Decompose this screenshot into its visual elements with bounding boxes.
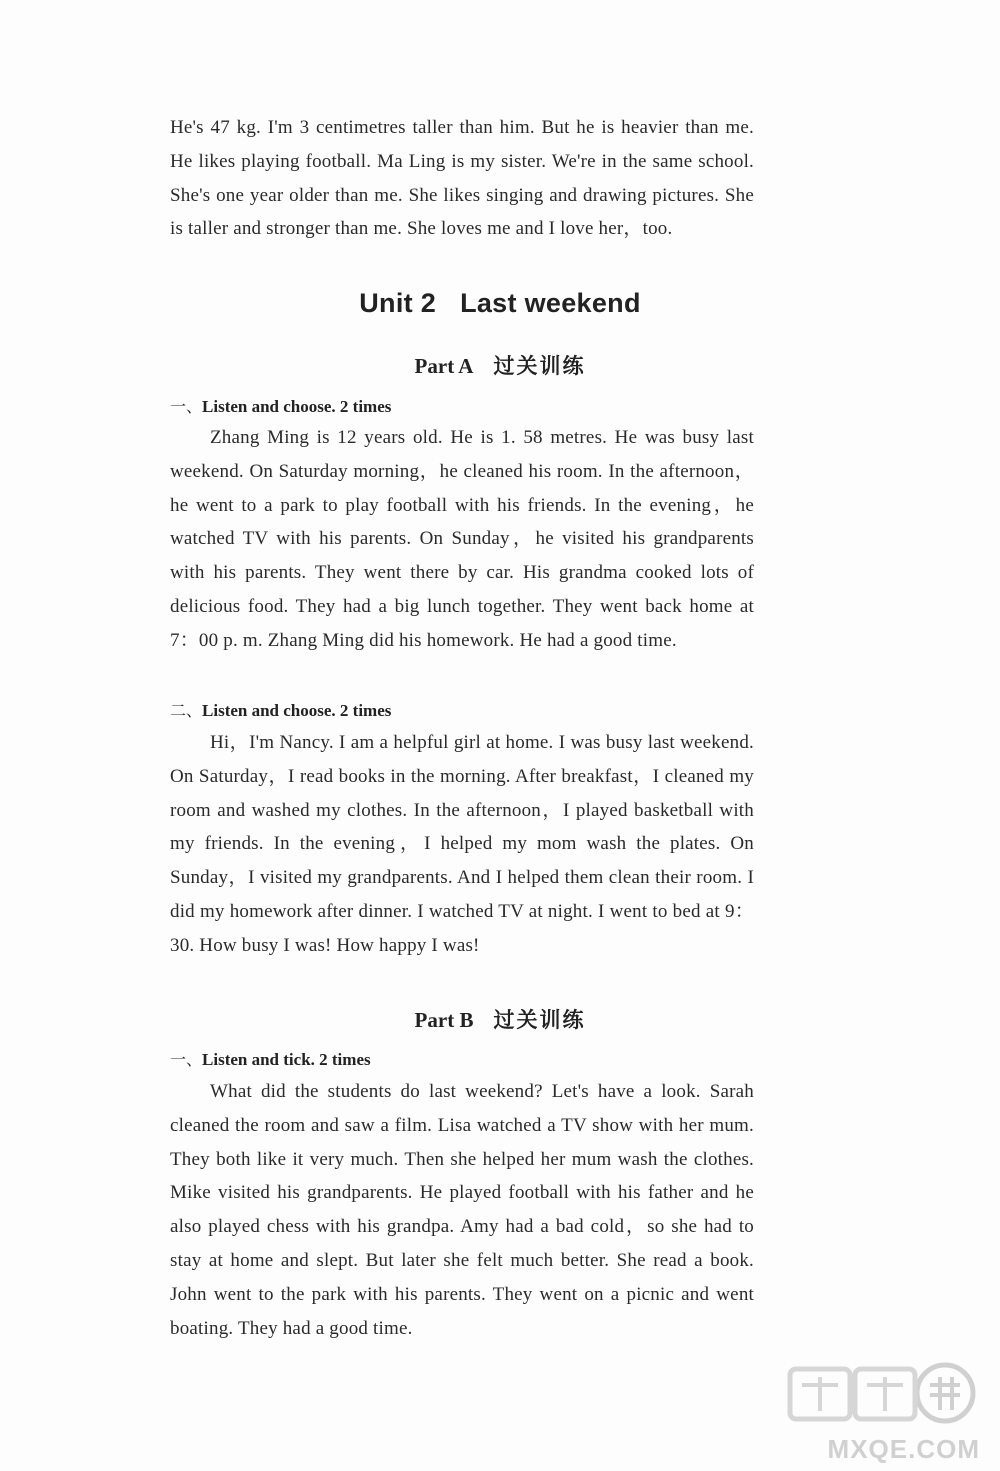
answer-site-logo-icon: [730, 1355, 980, 1435]
watermark-text: MXQE.COM: [827, 1434, 980, 1464]
part-a-section-2-heading: [170, 698, 391, 721]
section-number: 一、: [170, 397, 203, 416]
unit-number: Unit 2: [359, 288, 437, 318]
section-number: 二、: [170, 701, 203, 720]
part-b-section-1-text: What did the students do last weekend? Let's have a look. Sarah cleaned the room and saw a film. Lisa watched a TV show with her mum. They both like it very much. Then she helped her mum wash the clothes. Mike visited his grandparents. He played football with his father and he also played chess with his grandpa. Amy had a bad cold，so she had to stay at home and slept. But later she felt much better. She read a book. John went to the park with his parents. They went on a picnic and went boating. They had a good time.: [170, 1081, 754, 1339]
unit-name: Last weekend: [460, 288, 641, 318]
part-a-section-1-heading: [170, 394, 391, 417]
section-title: Listen and choose. 2 times: [202, 397, 392, 416]
part-b-label-cn: 过关训练: [493, 1008, 586, 1032]
part-a-title: [0, 350, 1000, 380]
part-a-section-1-text: Zhang Ming is 12 years old. He is 1. 58 metres. He was busy last weekend. On Saturday morning，he cleaned his room. In the afternoon，he went to a park to play football with his friends. In the evening，he watched TV with his parents. On Sunday，he visited his grandparents with his parents. They went there by car. His grandma cooked lots of delicious food. They had a big lunch together. They went back home at 7：00 p. m. Zhang Ming did his homework. He had a good time.: [170, 427, 754, 651]
part-b-section-1-heading: [170, 1047, 371, 1070]
part-a-section-2-text: Hi，I'm Nancy. I am a helpful girl at home. I was busy last weekend. On Saturday，I read books in the morning. After breakfast，I cleaned my room and washed my clothes. In the afternoon，I played basketball with my friends. In the evening，I helped my mom wash the plates. On Sunday，I visited my grandparents. And I helped them clean their room. I did my homework after dinner. I watched TV at night. I went to bed at 9：30. How busy I was! How happy I was!: [170, 732, 754, 956]
intro-paragraph: He's 47 kg. I'm 3 centimetres taller than him. But he is heavier than me. He likes playing football. Ma Ling is my sister. We're in the same school. She's one year older than me. She likes singing and drawing pictures. She is taller and stronger than me. She loves me and I love her，too.: [170, 117, 754, 240]
part-a-label-cn: 过关训练: [493, 354, 586, 378]
part-b-title: [0, 1004, 1000, 1034]
part-a-label: Part A: [414, 354, 474, 378]
section-title: Listen and choose. 2 times: [202, 701, 392, 720]
section-title: Listen and tick. 2 times: [202, 1050, 371, 1069]
watermark: [730, 1355, 980, 1465]
section-number: 一、: [170, 1050, 203, 1069]
part-b-label: Part B: [414, 1008, 474, 1032]
unit-title: [0, 288, 1000, 319]
